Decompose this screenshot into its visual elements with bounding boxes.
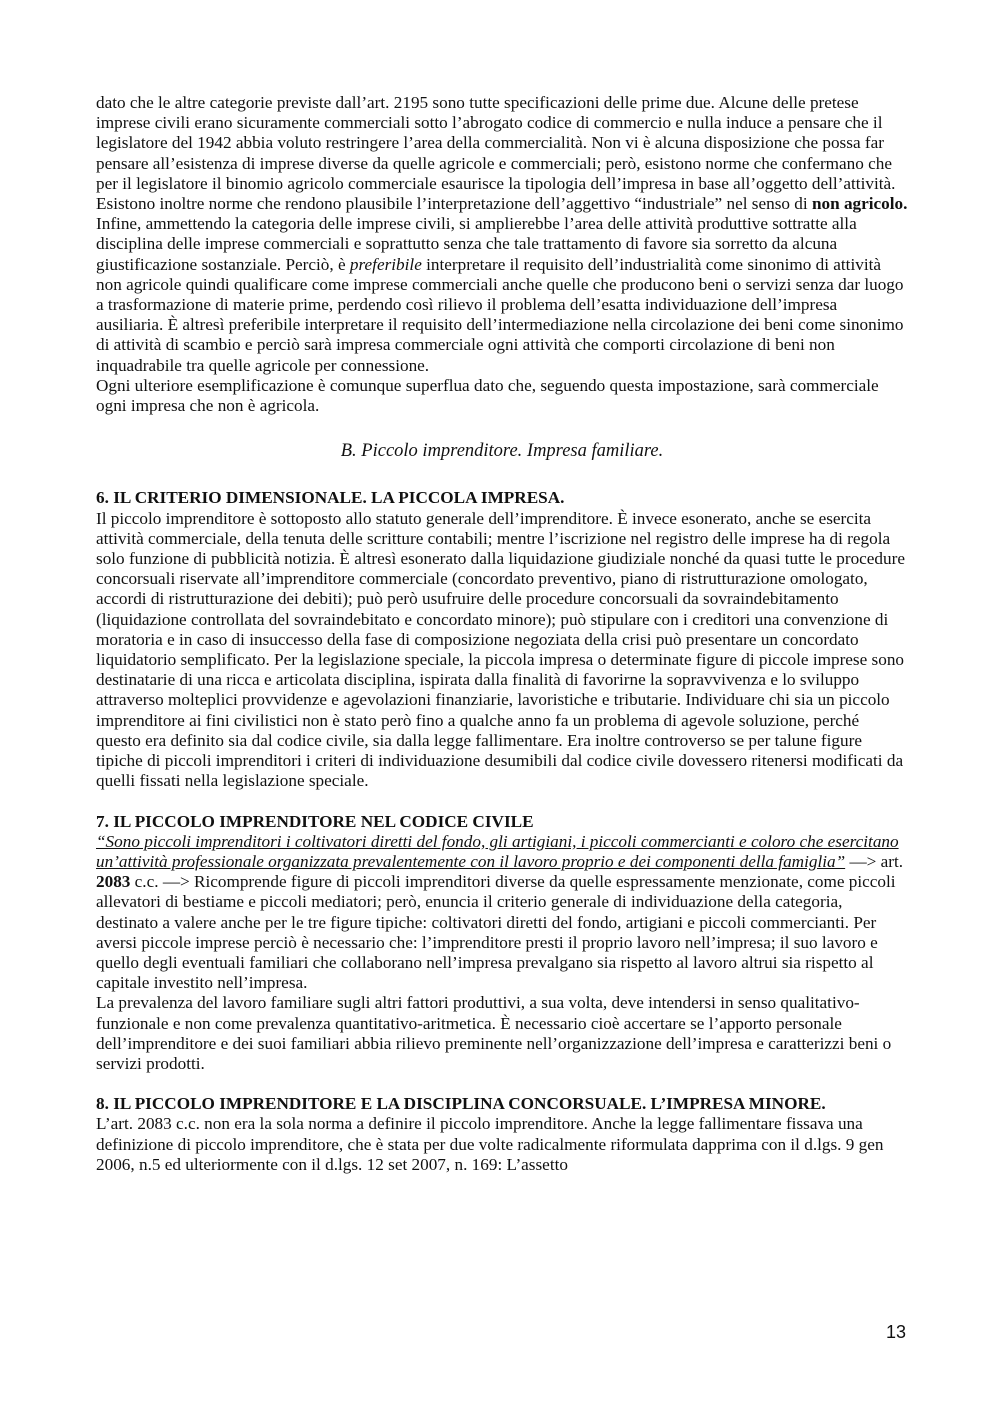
intro-bold-term: non agricolo. — [811, 194, 908, 214]
section-7-paragraph-2: La prevalenza del lavoro familiare sugli altri fattori produttivi, a sua volta, deve intendersi in senso qualitativo-funzionale e non come prevalenza quantitativo-aritmetica. È necessario cioè accertare se l’apporto personale dell’imprenditore e dei suoi familiari abbia rilievo preminente nell’organizzazione dell’impresa e caratterizzi beni o servizi prodotti. — [96, 993, 892, 1073]
intro-paragraph-3: Ogni ulteriore esemplificazione è comunque superflua dato che, seguendo questa impostazione, sarà commerciale ogni impresa che non è agricola. — [96, 375, 879, 416]
intro-paragraph-2 — [96, 214, 908, 376]
section-7-body — [96, 832, 908, 994]
section-6-heading: 6. IL CRITERIO DIMENSIONALE. LA PICCOLA IMPRESA. — [96, 488, 565, 508]
intro-paragraph-1-text: dato che le altre categorie previste dall’art. 2195 sono tutte specificazioni delle prime due. Alcune delle pretese imprese civili erano sicuramente commerciali sotto l’abrogato codice di commercio e nulla induce a pensare che il legislatore del 1942 abbia voluto restringere l’area della commercialità. Non vi è alcuna disposizione che possa far pensare all’esistenza di imprese diverse da quelle agricole e commerciali; però, esistono norme che confermano che per il legislatore il binomio agricolo commerciale esaurisce la tipologia dell’impresa in base all’oggetto dell’attività. Esistono inoltre norme che rendono plausibile l’interpretazione dell’aggettivo “industriale” nel senso di — [96, 93, 896, 214]
document-page — [96, 93, 908, 1175]
spacer — [96, 792, 908, 812]
intro-paragraph-2-start: Infine, ammettendo la categoria delle imprese civili, si amplierebbe l’area delle attività produttive sottratte alla disciplina delle imprese commerciali e soprattutto senza che tale trattamento di favore sia sorretto da alcuna giustificazione sostanziale. Perciò, è — [96, 214, 857, 274]
section-8-heading: 8. IL PICCOLO IMPRENDITORE E LA DISCIPLINA CONCORSUALE. L’IMPRESA MINORE. — [96, 1094, 826, 1114]
intro-paragraph-2-end: interpretare il requisito dell’industrialità come sinonimo di attività non agricole quindi qualificare come imprese commerciali anche quelle che producono beni o servizi senza dar luogo a trasformazione di materie prime, perdendo così rilievo il problema dell’esatta individuazione dell’impresa ausiliaria. È altresì preferibile interpretare il requisito dell’intermediazione nella circolazione dei beni come sinonimo di attività di scambio e perciò sarà impresa commerciale ogni attività che comporti circolazione di beni non inquadrabile tra quelle agricole per connessione. — [96, 254, 904, 375]
article-reference-prefix: —> art. — [845, 851, 904, 871]
page-number: 13 — [885, 1322, 906, 1342]
section-8-body: L’art. 2083 c.c. non era la sola norma a definire il piccolo imprenditore. Anche la legge fallimentare fissava una definizione di piccolo imprenditore, che è stata per due volte radicalmente riformulata dapprima con il d.lgs. 9 gen 2006, n.5 ed ulteriormente con il d.lgs. 12 set 2007, n. 169: L’assetto — [96, 1114, 884, 1174]
section-7-heading: 7. IL PICCOLO IMPRENDITORE NEL CODICE CIVILE — [96, 811, 534, 831]
legal-quote: “Sono piccoli imprenditori i coltivatori diretti del fondo, gli artigiani, i piccoli commercianti e coloro che esercitano un’attività professionale organizzata prevalentemente con il lavoro proprio e dei componenti della famiglia” — [96, 831, 899, 871]
spacer — [96, 1074, 908, 1094]
intro-paragraph-1 — [96, 93, 908, 214]
section-6-body: Il piccolo imprenditore è sottoposto allo statuto generale dell’imprenditore. È invece esonerato, anche se esercita attività commerciale, della tenuta delle scritture contabili; mentre l’iscrizione nel registro delle imprese ha di regola solo funzione di pubblicità notizia. È altresì esonerato dalla liquidazione giudiziale nonché da quasi tutte le procedure concorsuali riservate all’imprenditore commerciale (concordato preventivo, piano di ristrutturazione omologato, accordi di ristrutturazione dei debiti); può però usufruire delle procedure concorsuali da sovraindebitamento (liquidazione controllata del sovraindebitato e concordato minore); può stipulare con i creditori una convenzione di moratoria e in caso di insuccesso della fase di composizione negoziata della crisi può presentare un concordato liquidatorio semplificato. Per la legislazione speciale, la piccola impresa o determinate figure di piccole imprese sono destinatarie di una ricca e articolata disciplina, ispirata dalla finalità di favorirne la sopravvivenza e lo sviluppo attraverso molteplici provvidenze e agevolazioni finanziarie, lavoristiche e tributarie. Individuare chi sia un piccolo imprenditore ai fini civilistici non è stato però fino a qualche anno fa un problema di agevole soluzione, perché questo era definito sia dal codice civile, sia dalla legge fallimentare. Era inoltre controverso se per talune figure tipiche di piccoli imprenditori i criteri di individuazione desumibili dal codice civile dovessero ritenersi modificati da quelli fissati nella legislazione speciale. — [96, 508, 905, 791]
article-number: 2083 — [96, 872, 131, 892]
section-7-body-text: c.c. —> Ricomprende figure di piccoli imprenditori diverse da quelle espressamente menzionate, come piccoli allevatori di bestiame e piccoli mediatori; però, enuncia il criterio generale di individuazione della categoria, destinato a valere anche per le tre figure tipiche: coltivatori diretti del fondo, artigiani e piccoli commercianti. Per aversi piccole imprese perciò è necessario che: l’imprenditore presti il proprio lavoro nell’impresa; il suo lavoro e quello degli eventuali familiari che collaborano nell’impresa prevalgano sia rispetto al lavoro altrui sia rispetto al capitale investito nell’impresa. — [96, 872, 896, 993]
intro-italic-term: preferibile — [349, 254, 422, 274]
section-subtitle: B. Piccolo imprenditore. Impresa familiare. — [340, 441, 664, 462]
